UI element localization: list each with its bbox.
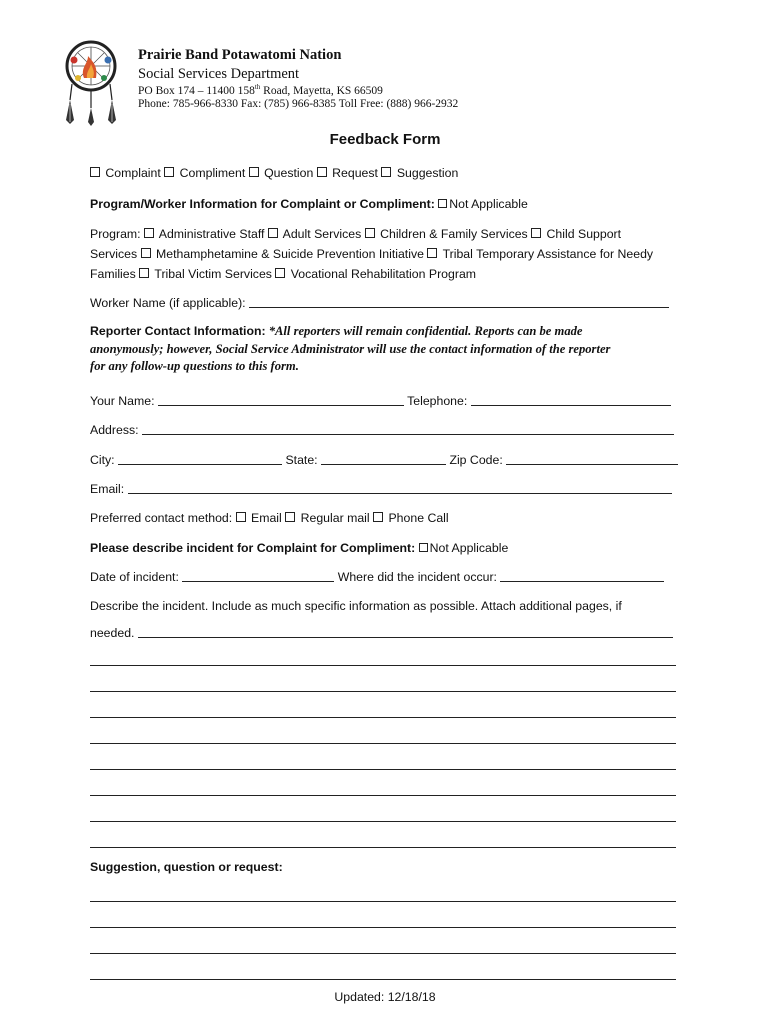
dept-name: Social Services Department <box>138 66 300 82</box>
checkbox-request[interactable] <box>317 167 327 177</box>
label-contact-mail: Regular mail <box>300 511 370 525</box>
checkbox-victim-services[interactable] <box>139 268 149 278</box>
org-name: Prairie Band Potawatomi Nation <box>138 47 342 63</box>
incident-date-field[interactable] <box>182 570 334 582</box>
label-meth-suicide: Methamphetamine & Suicide Prevention Initiative <box>156 247 424 261</box>
label-contact-email: Email <box>251 511 282 525</box>
incident-where-label: Where did the incident occur: <box>337 570 497 584</box>
checkbox-contact-phone[interactable] <box>373 512 383 522</box>
describe-line[interactable] <box>90 691 676 692</box>
label-program-na: Not Applicable <box>449 197 528 211</box>
label-families-cont: Families <box>90 267 136 281</box>
label-admin-staff: Administrative Staff <box>158 227 265 241</box>
telephone-field[interactable] <box>471 394 671 406</box>
label-incident-na: Not Applicable <box>429 541 509 555</box>
city-label: City: <box>90 453 115 467</box>
email-row <box>90 482 672 497</box>
city-state-zip-row <box>90 453 678 468</box>
checkbox-child-support[interactable] <box>531 228 541 238</box>
checkbox-adult-services[interactable] <box>268 228 278 238</box>
label-question: Question <box>264 166 314 180</box>
describe-line[interactable] <box>90 821 676 822</box>
address-label: Address: <box>90 423 139 437</box>
label-services-cont: Services <box>90 247 138 261</box>
describe-field[interactable] <box>138 626 673 638</box>
state-field[interactable] <box>321 453 446 465</box>
describe-line[interactable] <box>90 795 676 796</box>
form-title: Feedback Form <box>329 131 441 148</box>
city-field[interactable] <box>118 453 282 465</box>
suggestion-line[interactable] <box>90 953 676 954</box>
checkbox-incident-na[interactable] <box>419 543 428 552</box>
reporter-note-3: for any follow-up questions to this form. <box>90 359 299 373</box>
your-name-label: Your Name: <box>90 394 155 408</box>
describe-line-2 <box>90 626 673 641</box>
state-label: State: <box>285 453 318 467</box>
zip-field[interactable] <box>506 453 678 465</box>
label-victim-services: Tribal Victim Services <box>154 267 272 281</box>
address-line <box>138 83 383 97</box>
incident-heading-row <box>90 541 508 556</box>
worker-name-row <box>90 296 669 311</box>
address-part: PO Box 174 – 11400 158 <box>138 84 255 97</box>
reporter-heading-row <box>90 324 583 339</box>
incident-date-label: Date of incident: <box>90 570 179 584</box>
preferred-contact-row <box>90 511 449 526</box>
describe-line[interactable] <box>90 743 676 744</box>
suggestion-line[interactable] <box>90 927 676 928</box>
label-adult-services: Adult Services <box>282 227 362 241</box>
feedback-type-row <box>90 166 458 181</box>
checkbox-admin-staff[interactable] <box>144 228 154 238</box>
name-phone-row <box>90 394 671 409</box>
describe-line[interactable] <box>90 665 676 666</box>
checkbox-meth-suicide[interactable] <box>141 248 151 258</box>
label-voc-rehab: Vocational Rehabilitation Program <box>290 267 477 281</box>
describe-needed-label: needed. <box>90 626 135 640</box>
email-label: Email: <box>90 482 125 496</box>
suggestion-line[interactable] <box>90 901 676 902</box>
checkbox-contact-mail[interactable] <box>285 512 295 522</box>
checkbox-tanf[interactable] <box>427 248 437 258</box>
checkbox-suggestion[interactable] <box>381 167 391 177</box>
dreamcatcher-logo <box>62 38 120 126</box>
telephone-label: Telephone: <box>407 394 468 408</box>
suggestion-line[interactable] <box>90 979 676 980</box>
program-label: Program: <box>90 227 141 241</box>
reporter-note-2: anonymously; however, Social Service Administrator will use the contact information of the reporter <box>90 342 611 356</box>
zip-label: Zip Code: <box>449 453 503 467</box>
your-name-field[interactable] <box>158 394 404 406</box>
checkbox-complaint[interactable] <box>90 167 100 177</box>
suggestion-heading: Suggestion, question or request: <box>90 860 283 874</box>
incident-where-field[interactable] <box>500 570 664 582</box>
program-heading-row <box>90 197 528 212</box>
describe-line-1: Describe the incident. Include as much specific information as possible. Attach additional pages, if <box>90 599 622 613</box>
checkbox-contact-email[interactable] <box>236 512 246 522</box>
checkbox-compliment[interactable] <box>164 167 174 177</box>
email-field[interactable] <box>128 482 672 494</box>
address-field[interactable] <box>142 423 674 435</box>
checkbox-program-na[interactable] <box>438 199 447 208</box>
address-row <box>90 423 674 438</box>
label-tanf: Tribal Temporary Assistance for Needy <box>442 247 654 261</box>
label-suggestion: Suggestion <box>396 166 459 180</box>
label-child-support: Child Support <box>546 227 622 241</box>
updated-footer: Updated: 12/18/18 <box>334 990 436 1004</box>
reporter-note: *All reporters will remain confidential. Reports can be made <box>265 324 583 338</box>
address-part: Road, Mayetta, KS 66509 <box>260 84 383 97</box>
program-line-3 <box>90 267 476 282</box>
describe-line[interactable] <box>90 769 676 770</box>
worker-name-label: Worker Name (if applicable): <box>90 296 246 310</box>
phone-line: Phone: 785-966-8330 Fax: (785) 966-8385 Toll Free: (888) 966-2932 <box>138 98 459 110</box>
checkbox-children-family[interactable] <box>365 228 375 238</box>
checkbox-voc-rehab[interactable] <box>275 268 285 278</box>
reporter-heading: Reporter Contact Information: <box>90 324 266 338</box>
worker-name-field[interactable] <box>249 296 669 308</box>
describe-line[interactable] <box>90 717 676 718</box>
program-heading: Program/Worker Information for Complaint or Compliment: <box>90 197 435 211</box>
label-contact-phone: Phone Call <box>388 511 449 525</box>
label-complaint: Complaint <box>105 166 161 180</box>
label-children-family: Children & Family Services <box>380 227 528 241</box>
label-request: Request <box>332 166 378 180</box>
checkbox-question[interactable] <box>249 167 259 177</box>
preferred-contact-label: Preferred contact method: <box>90 511 233 525</box>
incident-date-row <box>90 570 664 585</box>
label-compliment: Compliment <box>179 166 246 180</box>
program-line-1 <box>90 227 621 242</box>
address-sup: th <box>254 83 261 91</box>
incident-heading: Please describe incident for Complaint for Compliment: <box>90 541 416 555</box>
describe-line[interactable] <box>90 847 676 848</box>
program-line-2 <box>90 247 653 262</box>
